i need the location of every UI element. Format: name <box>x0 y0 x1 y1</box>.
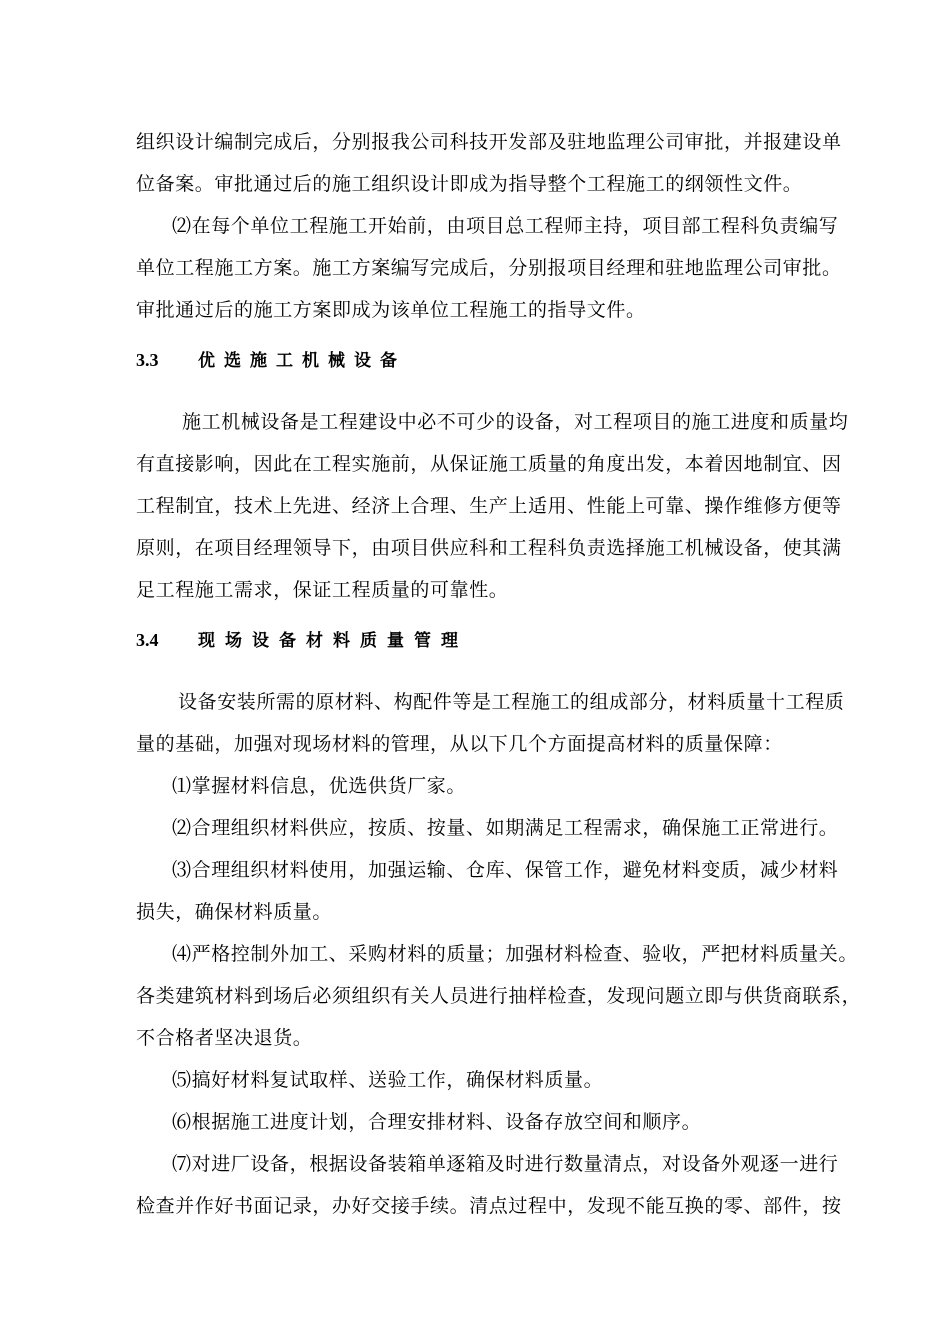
text-line: 施工机械设备是工程建设中必不可少的设备，对工程项目的施工进度和质量均 <box>182 411 849 433</box>
text-line: 检查并作好书面记录，办好交接手续。清点过程中，发现不能互换的零、部件，按 <box>136 1195 842 1217</box>
text-line: ⑵在每个单位工程施工开始前，由项目总工程师主持，项目部工程科负责编写 <box>172 215 839 237</box>
section-title: 优选施工机械设备 <box>198 351 406 371</box>
text-line: ⑷严格控制外加工、采购材料的质量；加强材料检查、验收，严把材料质量关。 <box>172 943 859 965</box>
text-line: ⑶合理组织材料使用，加强运输、仓库、保管工作，避免材料变质，减少材料 <box>172 859 839 881</box>
text-line: 损失，确保材料质量。 <box>136 901 333 923</box>
text-line: 各类建筑材料到场后必须组织有关人员进行抽样检查，发现问题立即与供货商联系， <box>136 985 862 1007</box>
text-line: ⑴掌握材料信息，优选供货厂家。 <box>172 775 467 797</box>
section-number: 3.3 <box>136 350 159 370</box>
text-line: ⑸搞好材料复试取样、送验工作，确保材料质量。 <box>172 1069 604 1091</box>
text-line: 有直接影响，因此在工程实施前，从保证施工质量的角度出发，本着因地制宜、因 <box>136 453 842 475</box>
text-line: ⑵合理组织材料供应，按质、按量、如期满足工程需求，确保施工正常进行。 <box>172 817 839 839</box>
text-line: 位备案。审批通过后的施工组织设计即成为指导整个工程施工的纲领性文件。 <box>136 173 803 195</box>
section-heading-3-4 <box>136 628 468 653</box>
text-line: 原则，在项目经理领导下，由项目供应科和工程科负责选择施工机械设备，使其满 <box>136 537 842 559</box>
section-heading-3-3 <box>136 348 406 373</box>
text-line: 组织设计编制完成后，分别报我公司科技开发部及驻地监理公司审批，并报建设单 <box>136 131 842 153</box>
text-line: 设备安装所需的原材料、构配件等是工程施工的组成部分，材料质量十工程质 <box>178 691 845 713</box>
text-line: ⑹根据施工进度计划，合理安排材料、设备存放空间和顺序。 <box>172 1111 702 1133</box>
text-line: 单位工程施工方案。施工方案编写完成后，分别报项目经理和驻地监理公司审批。 <box>136 257 842 279</box>
text-line: ⑺对进厂设备，根据设备装箱单逐箱及时进行数量清点，对设备外观逐一进行 <box>172 1153 839 1175</box>
section-number: 3.4 <box>136 630 159 650</box>
section-title: 现场设备材料质量管理 <box>198 631 468 651</box>
text-line: 工程制宜，技术上先进、经济上合理、生产上适用、性能上可靠、操作维修方便等 <box>136 495 842 517</box>
text-line: 审批通过后的施工方案即成为该单位工程施工的指导文件。 <box>136 299 646 321</box>
text-line: 足工程施工需求，保证工程质量的可靠性。 <box>136 579 509 601</box>
text-line: 量的基础，加强对现场材料的管理，从以下几个方面提高材料的质量保障： <box>136 733 783 755</box>
text-line: 不合格者坚决退货。 <box>136 1027 313 1049</box>
